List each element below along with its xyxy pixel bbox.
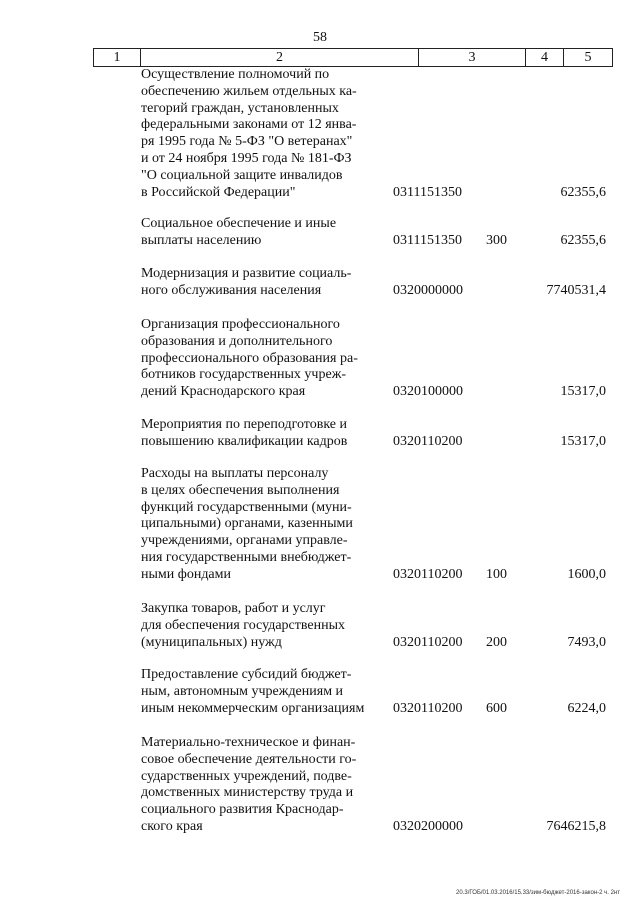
row-amount: 7740531,4 [546,283,606,299]
row-code: 0320110200 [393,567,463,583]
footer-file-reference: 20.3/ГОБ/01.03.2016/15.33/зим-бюджет-2016-закон-2 ч. 2нт [456,890,620,896]
table-row [0,735,640,836]
header-col-5: 5 [584,50,592,65]
row-name: Осуществление полномочий по обеспечению жильем отдельных ка- тегорий граждан, установленных федеральными законами от 12 янва- ря 1995 года № 5-ФЗ "О ветеранах" и от 24 ноября 1995 года № 181-ФЗ "О социальной защите инвалидов в Российской Федерации" [141,67,357,200]
row-code: 0320200000 [393,819,463,835]
row-name: Социальное обеспечение и иные выплаты населению [141,216,337,248]
row-code: 0320110200 [393,635,463,651]
row-name: Модернизация и развитие социаль- ного обслуживания населения [141,266,352,298]
header-col-2: 2 [141,49,419,66]
row-code: 0320110200 [393,701,463,717]
table-row [0,317,640,401]
page-number: 58 [313,30,327,45]
header-col-4: 4 [526,49,564,66]
row-amount: 15317,0 [560,384,606,400]
table-row [0,667,640,718]
row-expense-type: 200 [486,635,507,651]
row-expense-type: 600 [486,701,507,717]
row-name: Мероприятия по переподготовке и повышению квалификации кадров [141,417,348,449]
row-code: 0311151350 [393,185,462,201]
table-row [0,466,640,584]
row-amount: 62355,6 [560,185,606,201]
table-row [0,67,640,202]
row-code: 0311151350 [393,233,462,249]
row-expense-type: 300 [486,233,507,249]
row-name: Расходы на выплаты персоналу в целях обеспечения выполнения функций государственными (муни- ципальными) органами, казенными учреждениями, органами управле- ния государственными внебюджет- ными фондами [141,466,353,582]
row-expense-type: 100 [486,567,507,583]
row-amount: 6224,0 [567,701,606,717]
row-name: Материально-техническое и финан- совое обеспечение деятельности го- сударственных учреждений, подве- домственных министерству труда и социального развития Краснодар- ского края [141,735,357,834]
row-code: 0320000000 [393,283,463,299]
header-col-3: 3 [419,49,526,66]
row-code: 0320110200 [393,434,463,450]
row-code: 0320100000 [393,384,463,400]
table-row [0,216,640,250]
table-row [0,417,640,451]
table-row [0,266,640,300]
table-row [0,601,640,652]
row-amount: 15317,0 [560,434,606,450]
row-name: Закупка товаров, работ и услуг для обеспечения государственных (муниципальных) нужд [141,601,345,650]
header-col-1: 1 [94,49,141,66]
row-name: Предоставление субсидий бюджет- ным, автономным учреждениям и иным некоммерческим организациям [141,667,365,716]
table-header [93,48,613,67]
row-amount: 1600,0 [567,567,606,583]
row-amount: 62355,6 [560,233,606,249]
row-amount: 7646215,8 [546,819,606,835]
row-name: Организация профессионального образования и дополнительного профессионального образования ра- ботников государственных учреж- дений Краснодарского края [141,317,358,400]
row-amount: 7493,0 [567,635,606,651]
